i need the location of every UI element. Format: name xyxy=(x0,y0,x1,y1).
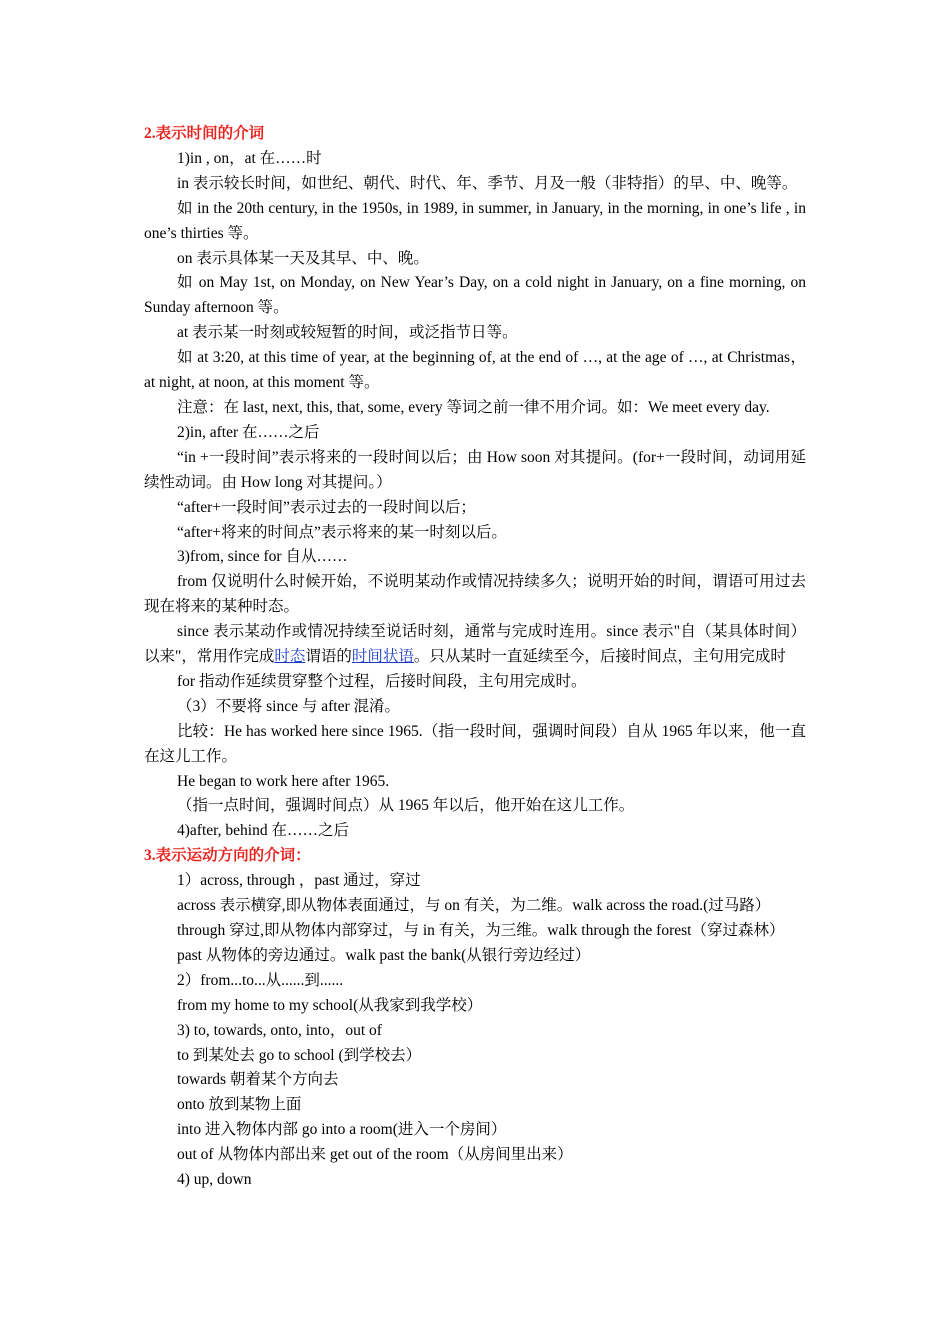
paragraph: 4)after, behind 在……之后 xyxy=(177,822,349,840)
paragraph: past 从物体的旁边通过。walk past the bank(从银行旁边经过） xyxy=(177,946,591,964)
text-segment: 。只从某时一直延续至今，后接时间点，主句用完成时 xyxy=(413,648,786,666)
paragraph: from my home to my school(从我家到我学校） xyxy=(177,996,483,1014)
paragraph: across 表示横穿,即从物体表面通过，与 on 有关，为二维。walk across the road.(过马路） xyxy=(177,897,771,915)
paragraph: onto 放到某物上面 xyxy=(177,1096,302,1114)
paragraph: “in +一段时间”表示将来的一段时间以后；由 How soon 对其提问。(for+一段时间，动词用延续性动词。由 How long 对其提问。） xyxy=(144,448,806,491)
paragraph: “after+一段时间”表示过去的一段时间以后； xyxy=(177,498,476,516)
text-segment: 谓语的 xyxy=(305,648,352,666)
paragraph: at 表示某一时刻或较短暂的时间，或泛指节日等。 xyxy=(177,324,518,342)
paragraph: 如 in the 20th century, in the 1950s, in 1989, in summer, in January, in the morning, in one’s life , in one’s thirties 等。 xyxy=(144,199,806,242)
paragraph: 2）from...to...从......到...... xyxy=(177,971,344,989)
paragraph: on 表示具体某一天及其早、中、晚。 xyxy=(177,249,429,267)
paragraph: He began to work here after 1965. xyxy=(177,772,390,790)
link-tense[interactable]: 时态 xyxy=(274,648,306,666)
paragraph: towards 朝着某个方向去 xyxy=(177,1071,339,1089)
paragraph: 1)in , on，at 在……时 xyxy=(177,149,322,167)
paragraph: 3) to, towards, onto, into，out of xyxy=(177,1021,382,1039)
paragraph: 注意：在 last, next, this, that, some, every 等词之前一律不用介词。如：We meet every day. xyxy=(177,398,770,416)
text-segment: since 表示某动作或情况持续至说话时刻，通常与完成时连用。since 表示"自（某具体时间）以来"，常用作完成 xyxy=(144,623,806,666)
paragraph: 2)in, after 在……之后 xyxy=(177,423,320,441)
paragraph: to 到某处去 go to school (到学校去） xyxy=(177,1046,422,1064)
paragraph: 4) up, down xyxy=(177,1171,252,1189)
paragraph: 1）across, through ，past 通过，穿过 xyxy=(177,872,421,890)
paragraph: （指一点时间，强调时间点）从 1965 年以后，他开始在这儿工作。 xyxy=(177,797,635,815)
link-time-adverbial[interactable]: 时间状语 xyxy=(351,648,414,666)
paragraph-with-links xyxy=(144,620,806,670)
paragraph: for 指动作延续贯穿整个过程，后接时间段，主句用完成时。 xyxy=(177,672,587,690)
paragraph: through 穿过,即从物体内部穿过，与 in 有关，为三维。walk through the forest（穿过森林） xyxy=(177,922,785,939)
paragraph: 如 on May 1st, on Monday, on New Year’s Day, on a cold night in January, on a fine morning, on Sunday afternoon 等。 xyxy=(144,274,806,317)
paragraph: into 进入物体内部 go into a room(进入一个房间） xyxy=(177,1121,507,1139)
paragraph: from 仅说明什么时候开始，不说明某动作或情况持续多久；说明开始的时间，谓语可用过去现在将来的某种时态。 xyxy=(144,573,806,616)
paragraph: “after+将来的时间点”表示将来的某一时刻以后。 xyxy=(177,523,507,541)
section-heading-direction-prepositions: 3.表示运动方向的介词： xyxy=(144,847,311,865)
paragraph: 比较：He has worked here since 1965.（指一段时间，强调时间段）自从 1965 年以来，他一直在这儿工作。 xyxy=(144,722,806,765)
paragraph: （3）不要将 since 与 after 混淆。 xyxy=(177,697,400,715)
paragraph: 3)from, since for 自从…… xyxy=(177,548,348,566)
paragraph: out of 从物体内部出来 get out of the room（从房间里出来） xyxy=(177,1146,573,1164)
document-page xyxy=(144,122,806,1193)
section-heading-time-prepositions: 2.表示时间的介词 xyxy=(144,125,265,142)
paragraph: in 表示较长时间，如世纪、朝代、时代、年、季节、月及一般（非特指）的早、中、晚等。 xyxy=(177,174,798,192)
paragraph: 如 at 3:20, at this time of year, at the beginning of, at the end of …, at the age of …, at Christmas， at night, at noon, at this moment 等。 xyxy=(144,349,806,392)
